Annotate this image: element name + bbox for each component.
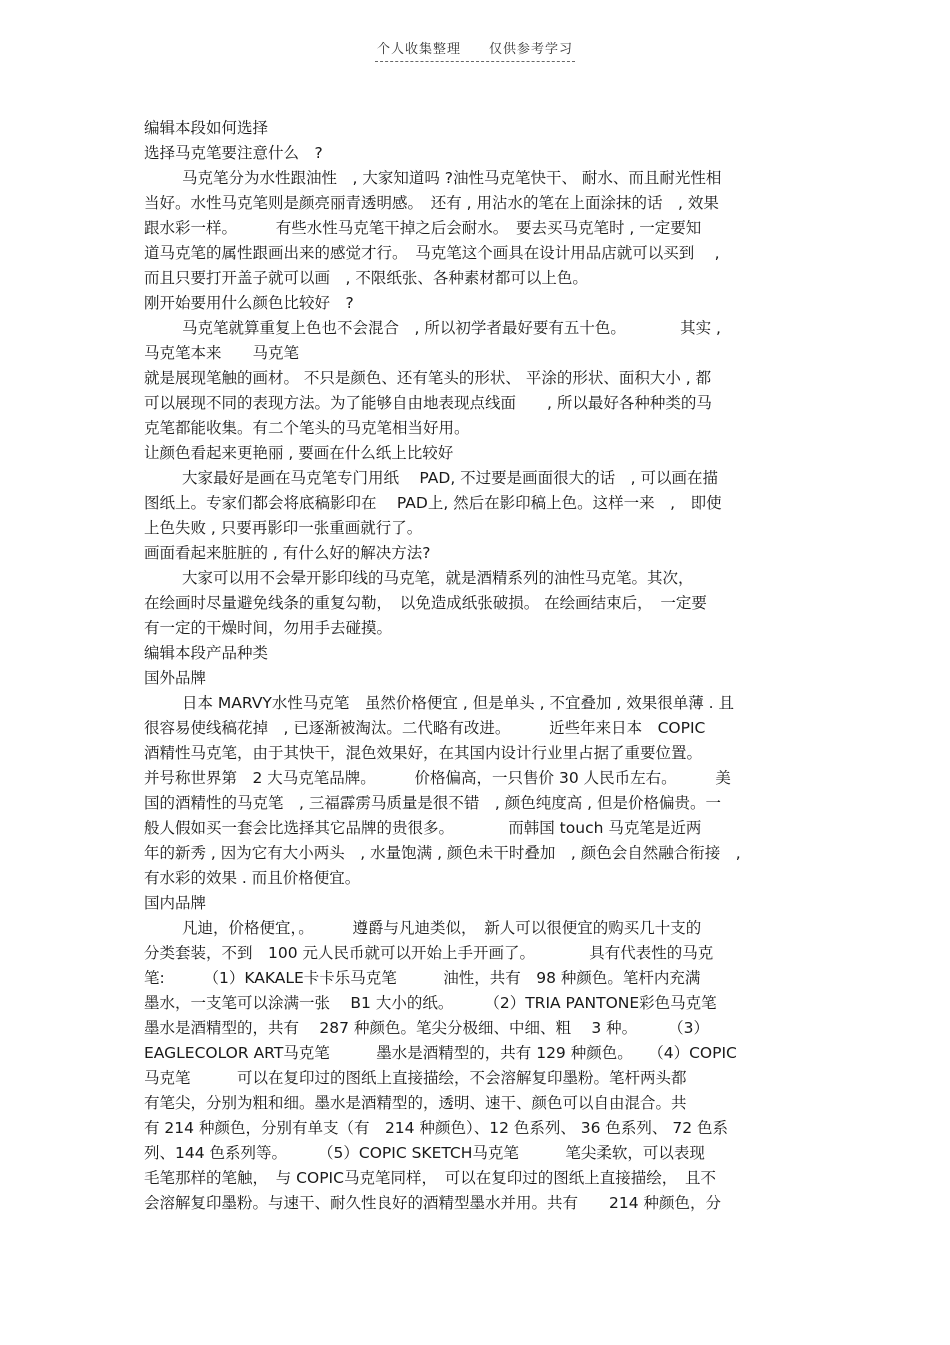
text-line: 编辑本段如何选择: [144, 119, 269, 137]
text-line: 马克笔本来 马克笔: [144, 344, 300, 362]
text-line: 很容易使线稿花掉 , 已逐渐被淘汰。二代略有改进。 近些年来日本 COPIC: [144, 719, 706, 737]
text-line: 马克笔就算重复上色也不会混合 , 所以初学者最好要有五十色。 其实 ,: [182, 319, 721, 337]
text-line: 大家可以用不会晕开影印线的马克笔，就是酒精系列的油性马克笔。其次，: [182, 569, 694, 587]
text-line: 有水彩的效果 . 而且价格便宜。: [144, 869, 361, 887]
text-line: EAGLECOLOR ART马克笔 墨水是酒精型的，共有 129 种颜色。 （4）COPIC: [144, 1044, 737, 1062]
text-line: 编辑本段产品种类: [144, 644, 269, 662]
text-line: 年的新秀 , 因为它有大小两头 , 水量饱满 , 颜色未干时叠加 , 颜色会自然融合衔接 ,: [144, 844, 741, 862]
text-line: 国内品牌: [144, 894, 207, 912]
text-line: 马克笔分为水性跟油性 , 大家知道吗 ?油性马克笔快干、 耐水、而且耐光性相: [182, 169, 722, 187]
text-line: 道马克笔的属性跟画出来的感觉才行。 马克笔这个画具在设计用品店就可以买到 ,: [144, 244, 720, 262]
document-body: [144, 116, 820, 1216]
text-line: 有笔尖，分别为粗和细。墨水是酒精型的，透明、速干、颜色可以自由混合。共: [144, 1094, 687, 1112]
text-line: 在绘画时尽量避免线条的重复勾勒， 以免造成纸张破损。 在绘画结束后， 一定要: [144, 594, 707, 612]
text-line: 上色失败 , 只要再影印一张重画就行了。: [144, 519, 423, 537]
text-line: 选择马克笔要注意什么 ?: [144, 144, 323, 162]
text-line: 就是展现笔触的画材。 不只是颜色、还有笔头的形状、 平涂的形状、面积大小 , 都: [144, 369, 712, 387]
text-line: 有 214 种颜色，分别有单支（有 214 种颜色）、12 色系列、 36 色系列、 72 色系: [144, 1119, 729, 1137]
text-line: 大家最好是画在马克笔专门用纸 PAD, 不过要是画面很大的话 , 可以画在描: [182, 469, 719, 487]
text-line: 有一定的干燥时间，勿用手去碰摸。: [144, 619, 393, 637]
text-line: 马克笔 可以在复印过的图纸上直接描绘，不会溶解复印墨粉。笔杆两头都: [144, 1069, 687, 1087]
text-line: 当好。水性马克笔则是颜亮丽青透明感。 还有 , 用沾水的笔在上面涂抹的话 , 效果: [144, 194, 719, 212]
text-line: 可以展现不同的表现方法。为了能够自由地表现点线面 , 所以最好各种种类的马: [144, 394, 712, 412]
text-line: 跟水彩一样。 有些水性马克笔干掉之后会耐水。 要去买马克笔时 , 一定要知: [144, 219, 702, 237]
text-line: 般人假如买一套会比选择其它品牌的贵很多。 而韩国 touch 马克笔是近两: [144, 819, 702, 837]
text-line: 而且只要打开盖子就可以画 , 不限纸张、各种素材都可以上色。: [144, 269, 588, 287]
text-line: 笔: （1）KAKALE卡卡乐马克笔 油性，共有 98 种颜色。笔杆内充满: [144, 969, 701, 987]
text-line: 国外品牌: [144, 669, 207, 687]
text-line: 会溶解复印墨粉。与速干、耐久性良好的酒精型墨水并用。共有 214 种颜色，分: [144, 1194, 722, 1212]
page-header: [0, 38, 950, 62]
text-line: 酒精性马克笔，由于其快干，混色效果好，在其国内设计行业里占据了重要位置。: [144, 744, 703, 762]
text-line: 墨水，一支笔可以涂满一张 B1 大小的纸。 （2）TRIA PANTONE彩色马克笔: [144, 994, 717, 1012]
text-line: 克笔都能收集。有二个笔头的马克笔相当好用。: [144, 419, 470, 437]
text-line: 画面看起来脏脏的 , 有什么好的解决方法?: [144, 544, 431, 562]
text-line: 图纸上。专家们都会将底稿影印在 PAD上, 然后在影印稿上色。这样一来 , 即使: [144, 494, 722, 512]
text-line: 凡迪，价格便宜，。 遵爵与凡迪类似， 新人可以很便宜的购买几十支的: [182, 919, 702, 937]
text-line: 分类套装，不到 100 元人民币就可以开始上手开画了。 具有代表性的马克: [144, 944, 714, 962]
text-line: 并号称世界第 2 大马克笔品牌。 价格偏高，一只售价 30 人民币左右。 美: [144, 769, 731, 787]
text-line: 墨水是酒精型的，共有 287 种颜色。笔尖分极细、中细、粗 3 种。 （3）: [144, 1019, 710, 1037]
header-text: 个人收集整理 仅供参考学习: [375, 38, 575, 62]
text-line: 国的酒精性的马克笔 , 三福霹雳马质量是很不错 , 颜色纯度高 , 但是价格偏贵。一: [144, 794, 721, 812]
text-line: 列、144 色系列等。 （5）COPIC SKETCH马克笔 笔尖柔软，可以表现: [144, 1144, 705, 1162]
text-line: 日本 MARVY水性马克笔 虽然价格便宜 , 但是单头 , 不宜叠加 , 效果很单薄 . 且: [182, 694, 735, 712]
text-line: 毛笔那样的笔触， 与 COPIC马克笔同样， 可以在复印过的图纸上直接描绘， 且不: [144, 1169, 716, 1187]
text-line: 让颜色看起来更艳丽 , 要画在什么纸上比较好: [144, 444, 454, 462]
text-line: 刚开始要用什么颜色比较好 ?: [144, 294, 354, 312]
